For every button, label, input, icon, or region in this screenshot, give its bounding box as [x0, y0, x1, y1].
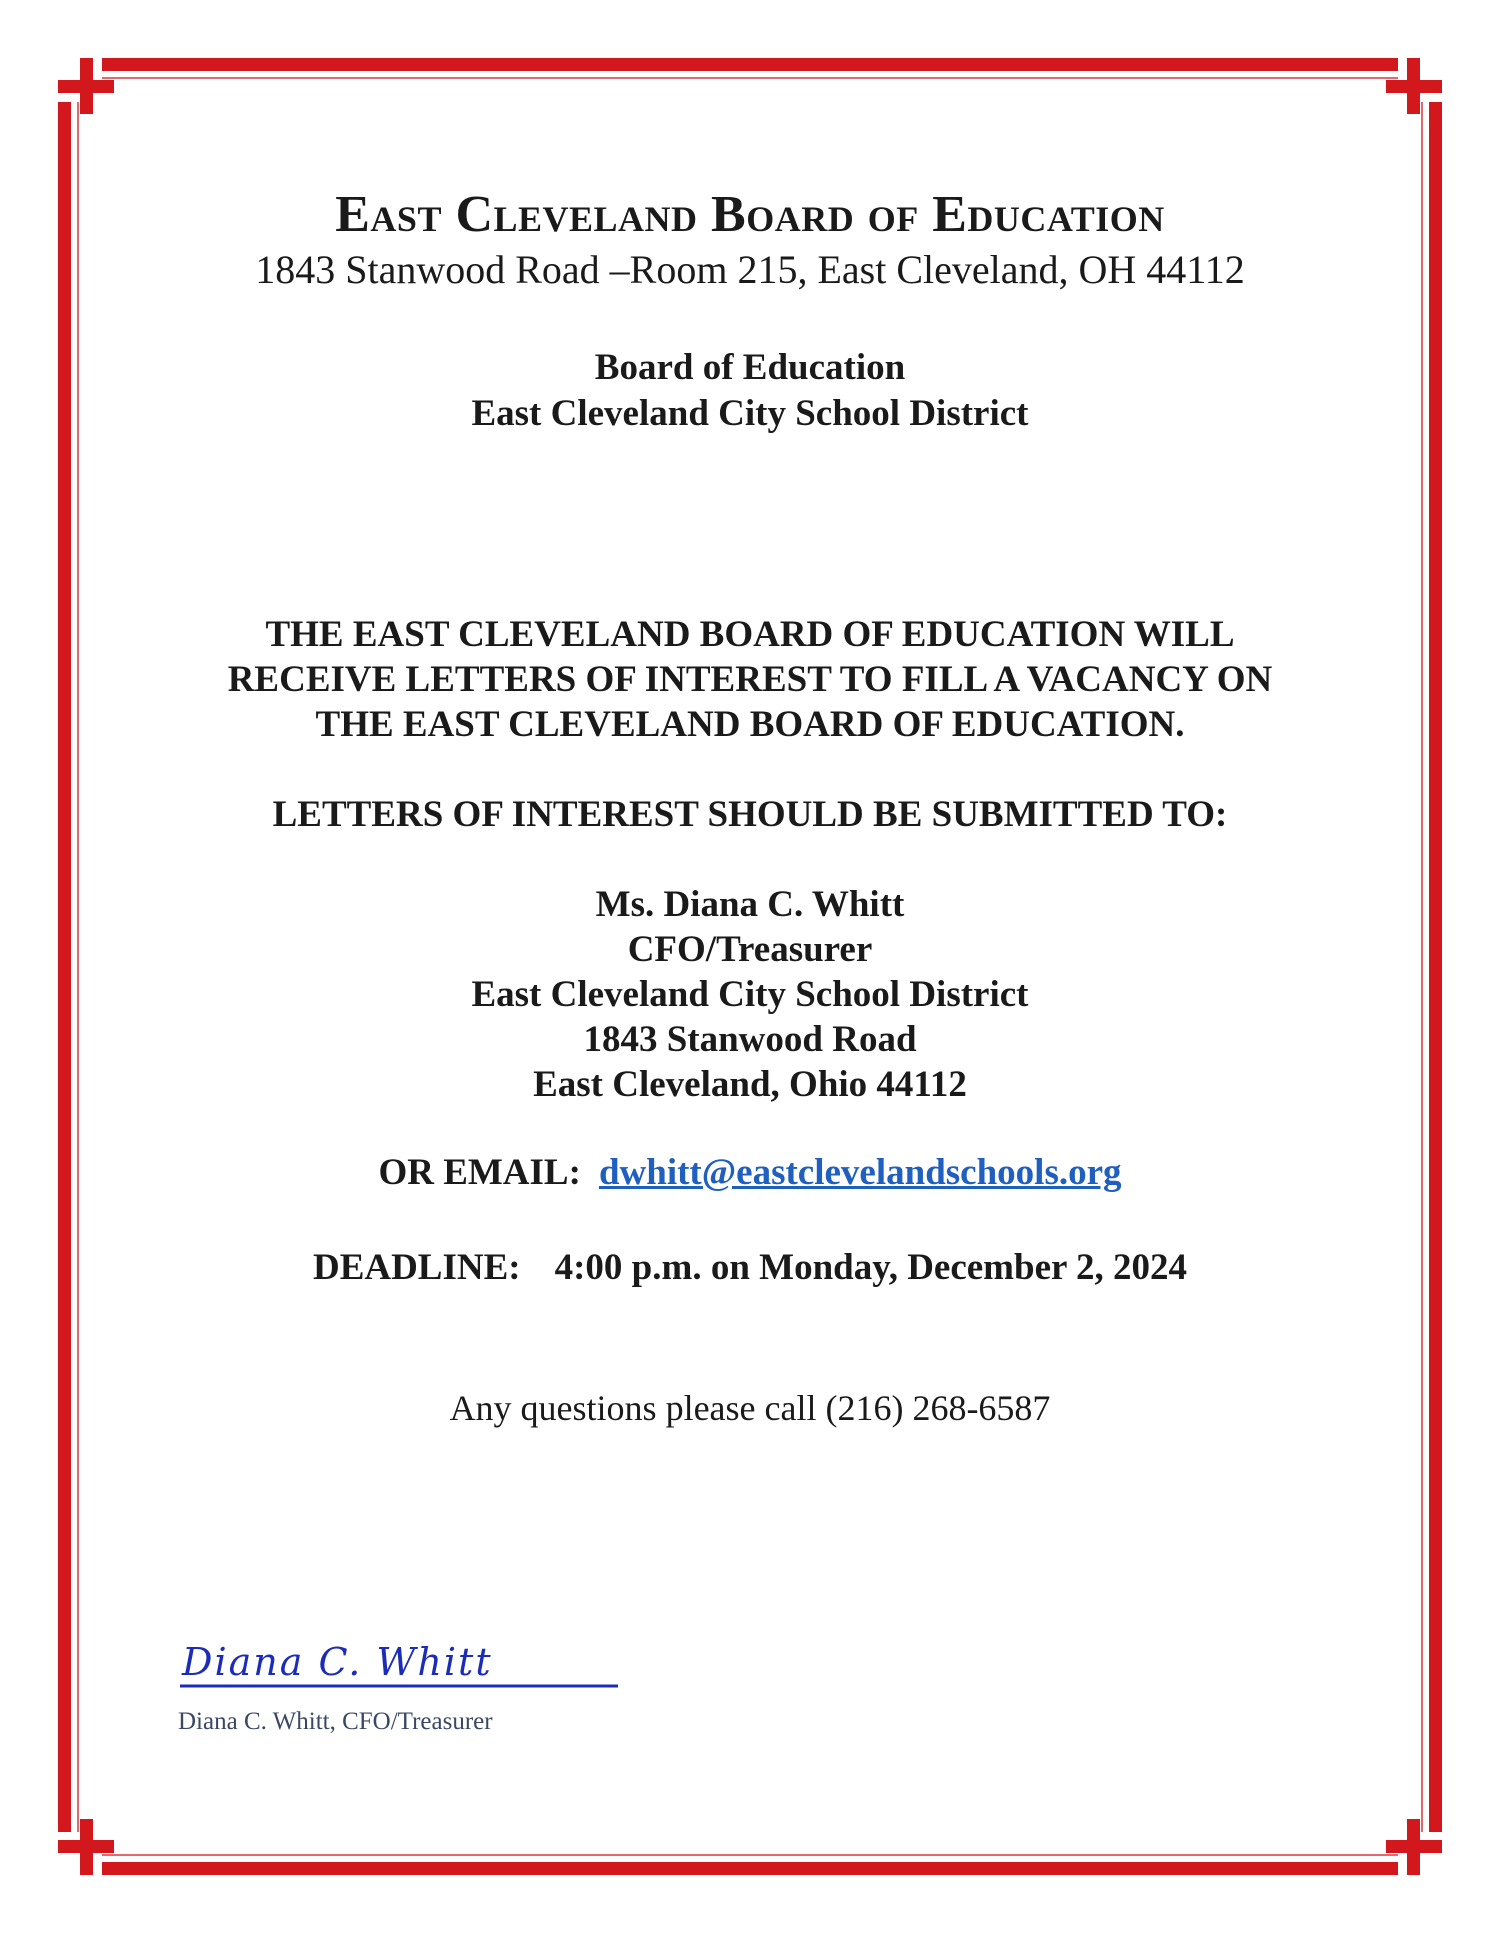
- recipient-title: CFO/Treasurer: [627, 929, 873, 970]
- email-label: OR EMAIL:: [378, 1152, 581, 1193]
- announcement-line: RECEIVE LETTERS OF INTEREST TO FILL A VACANCY ON: [227, 659, 1273, 700]
- corner-bl-h: [58, 1840, 114, 1853]
- deadline-line: [0, 1245, 1500, 1291]
- announcement-line: THE EAST CLEVELAND BOARD OF EDUCATION.: [315, 704, 1185, 745]
- submission-instruction: LETTERS OF INTEREST SHOULD BE SUBMITTED TO:: [272, 794, 1228, 835]
- recipient-organization: East Cleveland City School District: [471, 974, 1029, 1015]
- recipient-address-block: [0, 882, 1500, 1107]
- recipient-city: East Cleveland, Ohio 44112: [533, 1064, 967, 1105]
- organization-address: 1843 Stanwood Road –Room 215, East Cleveland, OH 44112: [255, 247, 1245, 292]
- border-top: [102, 58, 1398, 71]
- board-heading-line2: East Cleveland City School District: [471, 393, 1029, 434]
- corner-br-h: [1386, 1840, 1442, 1853]
- handwritten-signature: [180, 1635, 620, 1695]
- board-heading-line1: Board of Education: [594, 347, 906, 388]
- recipient-name: Ms. Diana C. Whitt: [595, 884, 905, 925]
- deadline-value: 4:00 p.m. on Monday, December 2, 2024: [554, 1247, 1188, 1288]
- svg-text:Diana C. Whitt: Diana C. Whitt: [182, 1640, 493, 1684]
- corner-tr-h: [1386, 80, 1442, 93]
- pinstripe-bottom: [102, 1854, 1398, 1856]
- announcement-line: THE EAST CLEVELAND BOARD OF EDUCATION WILL: [265, 614, 1235, 655]
- recipient-street: 1843 Stanwood Road: [583, 1019, 917, 1060]
- deadline-label: DEADLINE:: [312, 1247, 521, 1288]
- organization-title: East Cleveland Board of Education: [335, 186, 1165, 243]
- contact-phone-note: Any questions please call (216) 268-6587: [449, 1388, 1051, 1428]
- vacancy-announcement: [0, 612, 1500, 747]
- corner-tl-h: [58, 80, 114, 93]
- signer-name: Diana C. Whitt, CFO/Treasurer: [178, 1708, 493, 1735]
- email-link[interactable]: dwhitt@eastclevelandschools.org: [598, 1152, 1122, 1193]
- pinstripe-top: [102, 77, 1398, 79]
- border-bottom: [102, 1862, 1398, 1875]
- email-line: [0, 1150, 1500, 1196]
